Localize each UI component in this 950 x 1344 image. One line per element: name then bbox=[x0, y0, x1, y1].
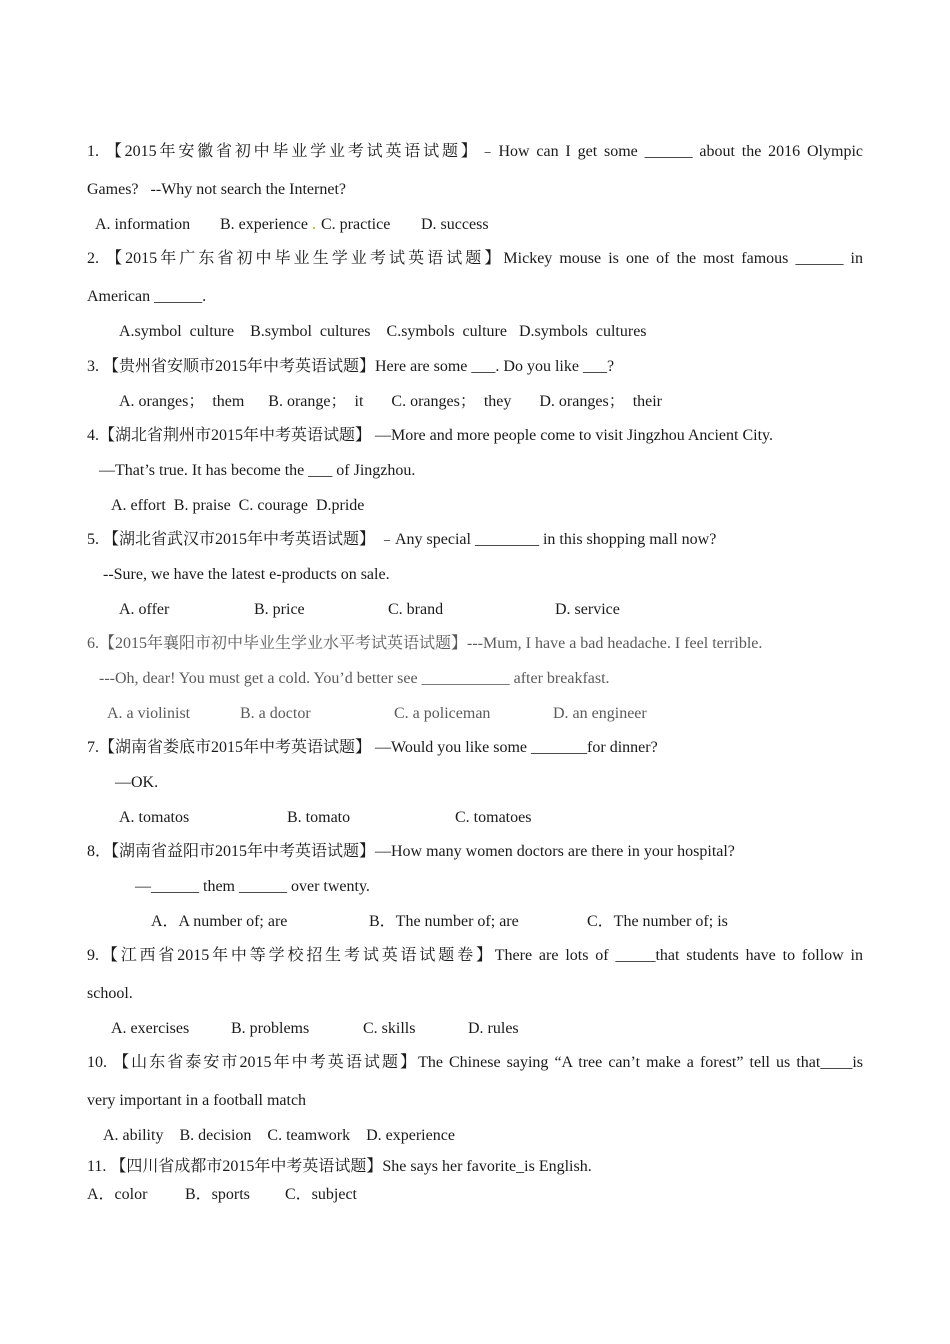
question-1-option-a: A. information bbox=[95, 216, 191, 233]
question-5-stem: 5. 【湖北省武汉市2015年中考英语试题】 ﹣Any special ________ in this shopping mall now? bbox=[87, 531, 717, 548]
question-7-option-b: B. tomato bbox=[287, 809, 351, 826]
question-8-option-a: A．A number of; are bbox=[151, 913, 288, 930]
question-7-option-a: A. tomatos bbox=[119, 809, 190, 826]
question-8-stem: 8．【湖南省益阳市2015年中考英语试题】—How many women doctors are there in your hospital? bbox=[87, 843, 735, 860]
question-1-stem-cont: Games? --Why not search the Internet? bbox=[87, 181, 346, 198]
question-5-option-d: D. service bbox=[555, 601, 620, 618]
question-9-option-d: D. rules bbox=[468, 1020, 519, 1037]
question-2-stem-cont: American ______. bbox=[87, 288, 207, 305]
question-3-options: A. oranges； them B. orange； it C. oranges； they D. oranges； their bbox=[119, 393, 663, 410]
question-5-option-a: A. offer bbox=[119, 601, 170, 618]
question-2-options: A.symbol culture B.symbol cultures C.symbols culture D.symbols cultures bbox=[119, 323, 647, 340]
question-6-option-b: B. a doctor bbox=[240, 705, 311, 722]
question-9-option-b: B. problems bbox=[231, 1020, 310, 1037]
question-4-stem-cont: —That’s true. It has become the ___ of Jingzhou. bbox=[99, 462, 416, 479]
question-9-option-c: C. skills bbox=[363, 1020, 416, 1037]
question-7-stem-cont: —OK. bbox=[115, 774, 159, 791]
question-10-stem-cont: very important in a football match bbox=[87, 1092, 307, 1109]
question-11-option-a: A．color bbox=[87, 1186, 148, 1203]
question-8-stem-cont: —______ them ______ over twenty. bbox=[135, 878, 370, 895]
question-6-option-a: A. a violinist bbox=[107, 705, 191, 722]
question-7-option-c: C. tomatoes bbox=[455, 809, 532, 826]
question-11-stem: 11. 【四川省成都市2015年中考英语试题】She says her favorite_is English. bbox=[87, 1158, 592, 1175]
question-9-stem: 9.【江西省2015年中等学校招生考试英语试题卷】There are lots of _____that students have to follow in bbox=[87, 947, 863, 964]
question-11-option-c: C．subject bbox=[285, 1186, 357, 1203]
question-7-stem: 7.【湖南省娄底市2015年中考英语试题】 —Would you like some _______for dinner? bbox=[87, 739, 658, 756]
question-6-stem-cont: ---Oh, dear! You must get a cold. You’d better see ___________ after breakfast. bbox=[99, 670, 610, 687]
question-1-option-d: D. success bbox=[421, 216, 489, 233]
stray-dot: . bbox=[312, 216, 316, 233]
question-6-option-c: C. a policeman bbox=[394, 705, 491, 722]
question-1-option-c: C. practice bbox=[321, 216, 391, 233]
question-9-stem-cont: school. bbox=[87, 985, 133, 1002]
question-11-option-b: B．sports bbox=[185, 1186, 250, 1203]
question-9-option-a: A. exercises bbox=[111, 1020, 190, 1037]
question-5-stem-cont: --Sure, we have the latest e-products on sale. bbox=[103, 566, 390, 583]
question-4-stem: 4.【湖北省荆州市2015年中考英语试题】 —More and more people come to visit Jingzhou Ancient City. bbox=[87, 427, 774, 444]
question-3-stem: 3. 【贵州省安顺市2015年中考英语试题】Here are some ___. Do you like ___? bbox=[87, 358, 615, 375]
question-5-option-b: B. price bbox=[254, 601, 305, 618]
question-5-option-c: C. brand bbox=[388, 601, 444, 618]
question-4-options: A. effort B. praise C. courage D.pride bbox=[111, 497, 365, 514]
question-6-stem: 6.【2015年襄阳市初中毕业生学业水平考试英语试题】---Mum, I have a bad headache. I feel terrible. bbox=[87, 635, 763, 652]
question-1-option-b: B. experience bbox=[220, 216, 308, 233]
question-8-option-c: C．The number of; is bbox=[587, 913, 728, 930]
question-1-stem: 1. 【2015年安徽省初中毕业学业考试英语试题】﹣How can I get some ______ about the 2016 Olympic bbox=[87, 143, 863, 160]
question-6-option-d: D. an engineer bbox=[553, 705, 647, 722]
question-10-stem: 10. 【山东省泰安市2015年中考英语试题】The Chinese saying “A tree can’t make a forest” tell us that____is bbox=[87, 1054, 863, 1071]
question-8-option-b: B．The number of; are bbox=[369, 913, 519, 930]
question-10-options: A. ability B. decision C. teamwork D. experience bbox=[103, 1127, 455, 1144]
question-2-stem: 2. 【2015年广东省初中毕业生学业考试英语试题】Mickey mouse is one of the most famous ______ in bbox=[87, 250, 863, 267]
